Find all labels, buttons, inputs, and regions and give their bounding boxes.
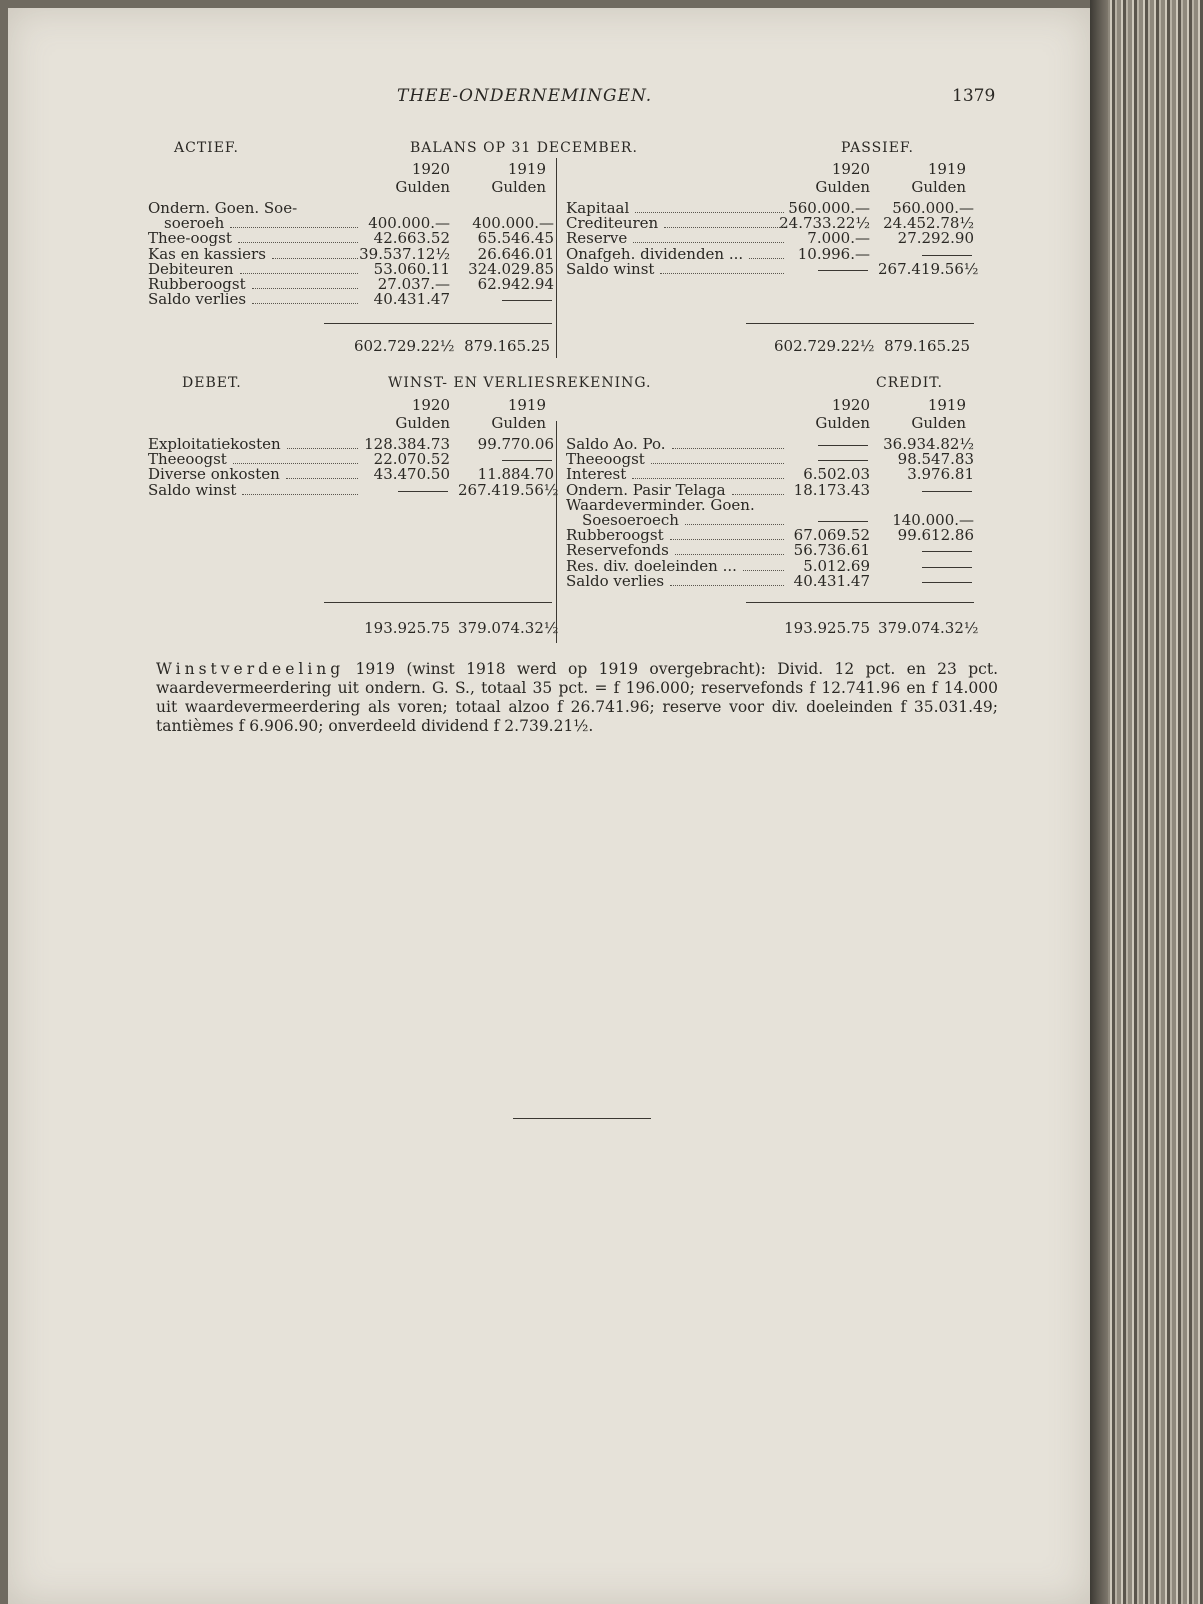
balans-right-year2: 1919 [927, 160, 966, 178]
actief-row-leader [238, 242, 358, 243]
actief-row-leader [252, 303, 358, 304]
credit-row-label: Ondern. Pasir Telaga [566, 480, 726, 499]
actief-row-v1920: 42.663.52 [373, 229, 450, 248]
passief-row-v1919: 27.292.90 [897, 229, 974, 248]
credit-row-v1920: 6.502.03 [803, 465, 870, 484]
winstverdeeling-text: 1919 (winst 1918 werd op 1919 overgebracht): Divid. 12 pct. en 23 pct. waardevermeerdering uit ondern. G. S., totaal 35 pct. = f 196.000; reservefonds f 12.741.96 en f 14.000 uit waardevermeerdering als voren; totaal alzoo f 26.741.96; reserve voor div. doeleinden f 35.031.49; tantièmes f 6.906.90; onverdeeld dividend f 2.739.21½. [156, 660, 998, 735]
passief-row-label: Crediteuren [566, 214, 659, 233]
actief-row-label: Debiteuren [148, 259, 234, 278]
actief-row-label: soeroeh [164, 214, 225, 233]
debet-row-leader [286, 478, 358, 479]
credit-row-dash [922, 582, 972, 583]
book-page-edges [1090, 0, 1203, 1604]
document-page [8, 8, 1090, 1604]
credit-row-v1920: 56.736.61 [793, 541, 870, 560]
balans-left-year1: 1920 [411, 160, 450, 178]
actief-row-label: Kas en kassiers [148, 244, 266, 263]
debet-row-leader [287, 448, 358, 449]
page-number: 1379 [952, 86, 996, 106]
actief-row-v1919: 324.029.85 [468, 259, 554, 278]
winstverdeeling-paragraph [156, 660, 998, 736]
credit-row-dash [818, 460, 868, 461]
actief-label: ACTIEF. [174, 140, 239, 156]
passief-label: PASSIEF. [841, 140, 914, 156]
debet-row-label: Exploitatiekosten [148, 435, 281, 453]
actief-row-label: Rubberoogst [148, 275, 246, 293]
winst-total-debet-1919: 379.074.32½ [458, 619, 559, 637]
actief-row-v1920: 53.060.11 [373, 259, 450, 278]
credit-row-v1920: 40.431.47 [793, 571, 870, 590]
actief-row-v1920: 40.431.47 [373, 290, 450, 309]
credit-row-v1920: 67.069.52 [793, 526, 870, 545]
passief-row-v1920: 560.000.— [788, 199, 870, 217]
credit-row-leader [670, 539, 784, 540]
credit-row-v1919: 36.934.82½ [883, 435, 974, 453]
debet-row-label: Saldo winst [148, 480, 237, 499]
winst-total-debet-1920: 193.925.75 [364, 619, 450, 637]
winst-left-sum-rule [324, 602, 552, 603]
winst-right-unit2: Gulden [911, 414, 966, 432]
debet-row-dash [398, 491, 448, 492]
balans-total-passief-1920: 602.729.22½ [774, 337, 875, 355]
passief-row-leader [633, 242, 784, 243]
actief-row-v1919: 65.546.45 [477, 229, 554, 248]
credit-row-dash [818, 445, 868, 446]
balans-right-year1: 1920 [831, 160, 870, 178]
end-rule [513, 1118, 651, 1119]
credit-row-v1919: 98.547.83 [897, 450, 974, 469]
passief-row-v1920: 7.000.— [807, 229, 870, 248]
winst-total-credit-1919: 379.074.32½ [878, 619, 979, 637]
actief-row-label: Ondern. Goen. Soe- [148, 199, 298, 217]
passief-row-label: Saldo winst [566, 259, 655, 278]
winstverdeeling-lead: Winstverdeeling [156, 660, 345, 678]
balans-total-actief-1919: 879.165.25 [464, 337, 550, 355]
debet-label: DEBET. [182, 375, 242, 391]
debet-row-v1919: 267.419.56½ [458, 480, 559, 499]
credit-row-leader [672, 448, 784, 449]
credit-row-label: Rubberoogst [566, 526, 664, 545]
debet-row-v1920: 22.070.52 [373, 450, 450, 469]
actief-row-leader [272, 258, 358, 259]
debet-row-v1920: 128.384.73 [364, 435, 450, 453]
credit-row-v1919: 3.976.81 [907, 465, 974, 484]
passief-row-label: Reserve [566, 229, 628, 248]
actief-row-v1919: 62.942.94 [477, 275, 554, 293]
winst-right-year1: 1920 [831, 396, 870, 414]
credit-row-dash [922, 491, 972, 492]
winst-left-unit1: Gulden [395, 414, 450, 432]
balans-left-year2: 1919 [507, 160, 546, 178]
passief-row-v1920: 10.996.— [797, 244, 870, 263]
credit-row-label: Soesoeroech [582, 511, 679, 529]
debet-row-dash [502, 460, 552, 461]
debet-row-leader [233, 463, 358, 464]
winst-right-unit1: Gulden [815, 414, 870, 432]
credit-row-leader [651, 463, 784, 464]
winst-left-year1: 1920 [411, 396, 450, 414]
winst-title: WINST- EN VERLIESREKENING. [388, 375, 652, 391]
passief-row-label: Kapitaal [566, 199, 630, 217]
balans-left-sum-rule [324, 323, 552, 324]
credit-row-leader [743, 570, 784, 571]
winst-total-credit-1920: 193.925.75 [784, 619, 870, 637]
debet-row-label: Theeoogst [148, 450, 227, 469]
debet-row-leader [242, 494, 358, 495]
passief-row-v1919: 560.000.— [892, 199, 974, 217]
credit-row-label: Saldo Ao. Po. [566, 435, 666, 453]
passief-row-dash [818, 270, 868, 271]
balans-total-passief-1919: 879.165.25 [884, 337, 970, 355]
winst-right-sum-rule [746, 602, 974, 603]
debet-row-v1919: 11.884.70 [477, 465, 554, 484]
actief-row-label: Saldo verlies [148, 290, 247, 309]
balans-left-unit1: Gulden [395, 178, 450, 196]
passief-row-label: Onafgeh. dividenden ... [566, 244, 744, 263]
actief-row-v1920: 27.037.— [377, 275, 450, 293]
credit-row-leader [632, 478, 784, 479]
credit-row-v1919: 99.612.86 [897, 526, 974, 545]
winst-right-year2: 1919 [927, 396, 966, 414]
credit-row-dash [922, 567, 972, 568]
credit-row-label: Theeoogst [566, 450, 645, 469]
balans-left-unit2: Gulden [491, 178, 546, 196]
credit-row-dash [922, 551, 972, 552]
balans-right-sum-rule [746, 323, 974, 324]
passief-row-leader [664, 227, 784, 228]
balans-title: BALANS OP 31 DECEMBER. [410, 140, 638, 156]
actief-row-leader [240, 273, 358, 274]
actief-row-leader [252, 288, 358, 289]
actief-row-leader [230, 227, 358, 228]
passief-row-dash [922, 255, 972, 256]
balans-divider [556, 158, 557, 358]
passief-row-v1920: 24.733.22½ [779, 214, 870, 233]
credit-row-dash [818, 521, 868, 522]
debet-row-v1919: 99.770.06 [477, 435, 554, 453]
actief-row-label: Thee-oogst [148, 229, 232, 248]
credit-row-v1920: 5.012.69 [803, 556, 870, 575]
credit-row-leader [685, 524, 784, 525]
credit-row-leader [670, 585, 784, 586]
winst-divider [556, 421, 557, 643]
balans-total-actief-1920: 602.729.22½ [354, 337, 455, 355]
passief-row-leader [635, 212, 784, 213]
credit-row-label: Interest [566, 465, 627, 484]
debet-row-v1920: 43.470.50 [373, 465, 450, 484]
actief-row-dash [502, 300, 552, 301]
credit-row-leader [675, 554, 784, 555]
credit-row-v1919: 140.000.— [892, 511, 974, 529]
balans-right-unit2: Gulden [911, 178, 966, 196]
passief-row-leader [660, 273, 784, 274]
credit-row-label: Saldo verlies [566, 571, 665, 590]
actief-row-v1919: 26.646.01 [477, 244, 554, 263]
running-header: THEE-ONDERNEMINGEN. [397, 86, 653, 106]
credit-label: CREDIT. [876, 375, 943, 391]
passief-row-leader [749, 258, 784, 259]
credit-row-label: Reservefonds [566, 541, 669, 560]
passief-row-v1919: 24.452.78½ [883, 214, 974, 233]
balans-right-unit1: Gulden [815, 178, 870, 196]
credit-row-v1920: 18.173.43 [793, 480, 870, 499]
actief-row-v1920: 400.000.— [368, 214, 450, 233]
debet-row-label: Diverse onkosten [148, 465, 280, 484]
actief-row-v1919: 400.000.— [472, 214, 554, 233]
winst-left-year2: 1919 [507, 396, 546, 414]
winst-left-unit2: Gulden [491, 414, 546, 432]
credit-row-label: Res. div. doeleinden ... [566, 556, 737, 575]
actief-row-v1920: 39.537.12½ [359, 244, 450, 263]
credit-row-label: Waardeverminder. Goen. [566, 495, 755, 514]
credit-row-leader [732, 494, 784, 495]
passief-row-v1919: 267.419.56½ [878, 259, 979, 278]
